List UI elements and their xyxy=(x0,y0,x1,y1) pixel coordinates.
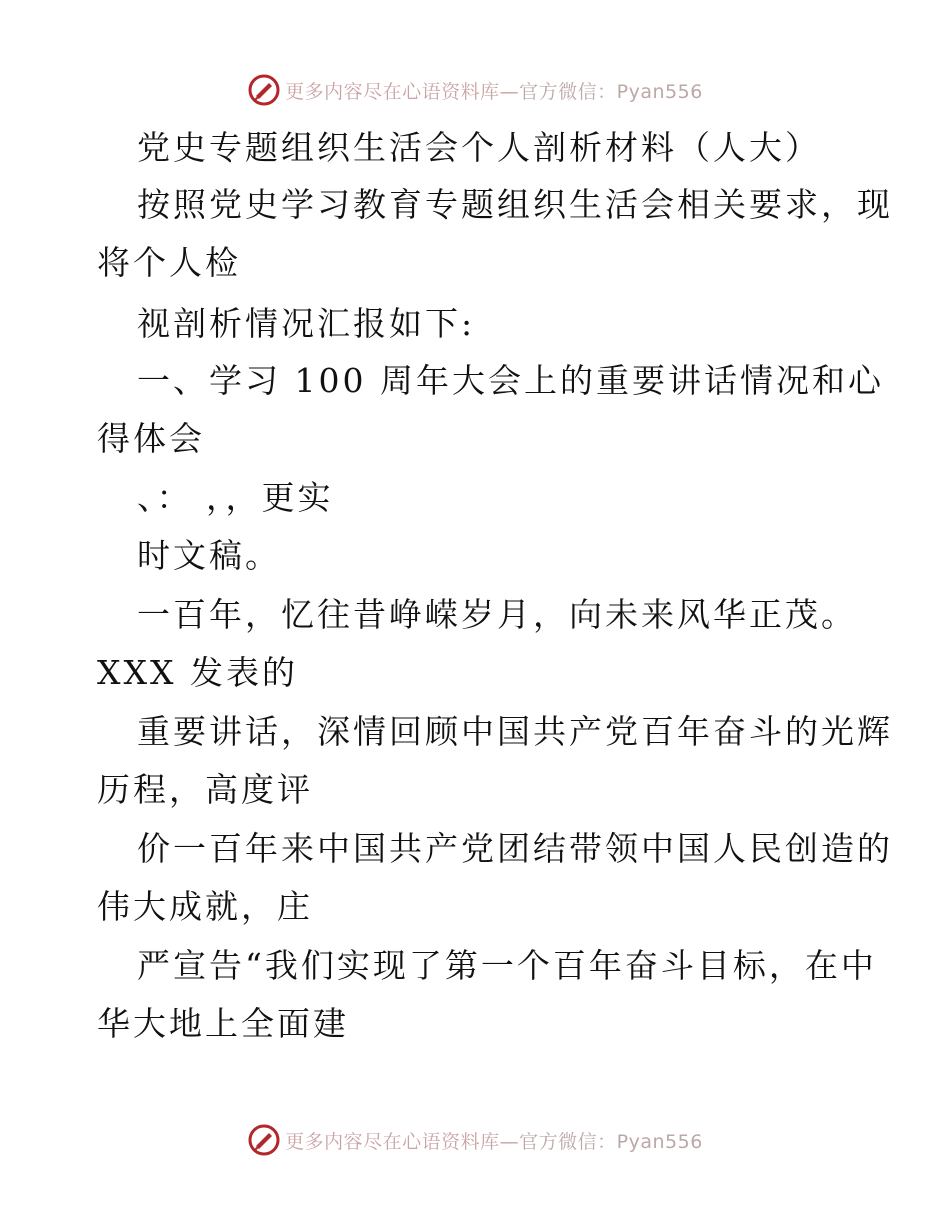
banner-wechat: 官方微信：Pyan556 xyxy=(519,80,703,103)
document-title: 党史专题组织生活会个人剖析材料（人大） xyxy=(137,128,821,167)
section-heading: 一、学习 100 周年大会上的重要讲话情况和心 xyxy=(137,361,884,400)
paragraph-line: 历程，高度评 xyxy=(97,770,313,809)
paragraph-line: 严宣告“我们实现了第一个百年奋斗目标，在中 xyxy=(137,946,877,985)
paragraph-line: 时文稿。 xyxy=(137,536,281,575)
logo-icon xyxy=(247,73,281,107)
paragraph-line: 价一百年来中国共产党团结带领中国人民创造的 xyxy=(137,829,893,868)
footer-watermark xyxy=(0,1120,950,1160)
paragraph-line: 重要讲话，深情回顾中国共产党百年奋斗的光辉 xyxy=(137,712,893,751)
banner-site-name: 更多内容尽在心语资料库 xyxy=(285,1130,500,1153)
banner-wechat: 官方微信：Pyan556 xyxy=(519,1130,703,1153)
banner-separator: — xyxy=(499,80,520,103)
paragraph-line: 得体会 xyxy=(97,419,205,458)
logo-icon xyxy=(247,1123,281,1157)
paragraph-line: 一百年，忆往昔峥嵘岁月，向未来风华正茂。 xyxy=(137,595,857,634)
paragraph-line: 按照党史学习教育专题组织生活会相关要求，现 xyxy=(137,185,893,224)
paragraph-line: 视剖析情况汇报如下: xyxy=(137,304,476,343)
banner-separator: — xyxy=(499,1130,520,1153)
paragraph-line: XXX 发表的 xyxy=(97,653,298,692)
banner-site-name: 更多内容尽在心语资料库 xyxy=(285,80,500,103)
header-watermark xyxy=(0,70,950,110)
paragraph-line: 华大地上全面建 xyxy=(97,1004,349,1043)
paragraph-line: 伟大成就，庄 xyxy=(97,887,313,926)
paragraph-line: 、： ，，更实 xyxy=(137,478,334,517)
paragraph-line: 将个人检 xyxy=(97,243,241,282)
